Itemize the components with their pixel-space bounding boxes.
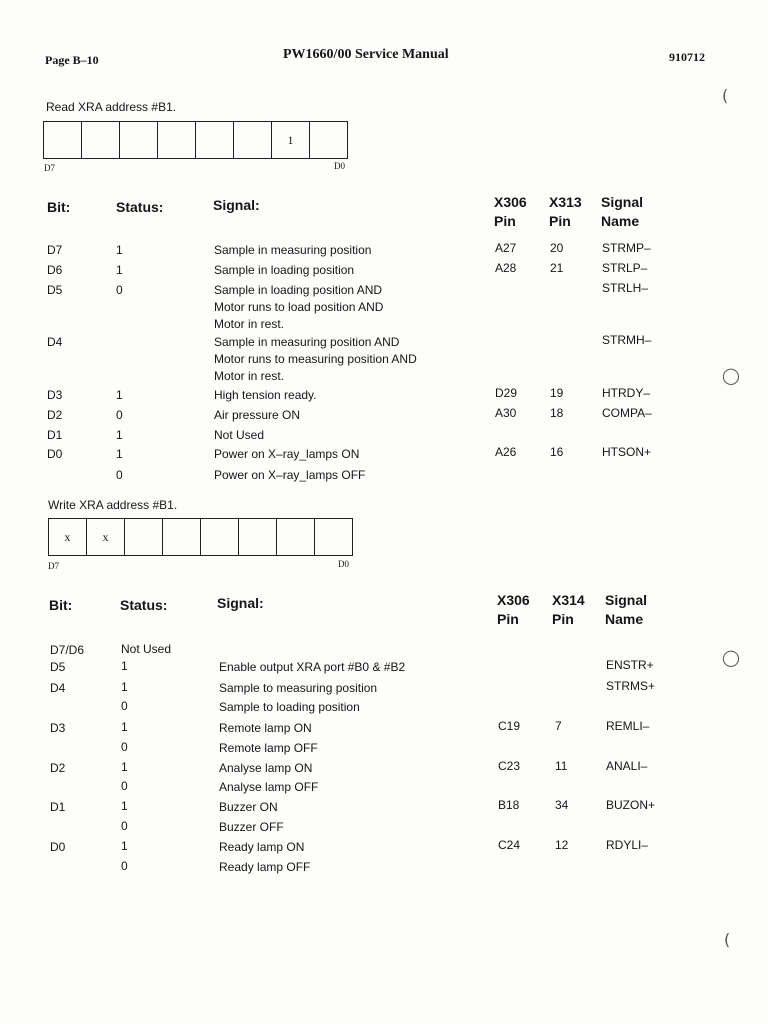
register-bit-box [82, 122, 120, 158]
x313-pin-cell: 18 [550, 406, 564, 420]
signal-cell: Power on X–ray_lamps ON [214, 447, 360, 461]
status-cell: 1 [116, 388, 123, 402]
signal-cell: High tension ready. [214, 388, 317, 402]
x306-pin-cell: D29 [495, 386, 518, 400]
x314-pin-cell: 12 [555, 838, 569, 852]
status-cell: 1 [116, 428, 123, 442]
read-caption: Read XRA address #B1. [46, 100, 177, 114]
x314-pin-cell: 34 [555, 798, 569, 812]
register-bit-box [44, 122, 82, 158]
signal-cell: Sample in loading position [214, 263, 355, 277]
signal-name-cell: STRMH– [602, 333, 652, 347]
register-bit-box [158, 122, 196, 158]
register-bit-box: x [49, 519, 87, 555]
x313-pin-cell: 20 [550, 241, 564, 255]
x306-pin-cell: C23 [498, 759, 521, 773]
bit-cell: D4 [47, 335, 63, 349]
signal-cell: Sample to measuring position [219, 681, 378, 695]
signal-cell: Motor in rest. [214, 317, 285, 331]
x313-pin-cell: 21 [550, 261, 564, 275]
signal-cell: Motor in rest. [214, 369, 285, 383]
signal-cell: Enable output XRA port #B0 & #B2 [219, 660, 406, 674]
column-header-x306-pin: X306 Pin [497, 592, 530, 627]
signal-name-cell: BUZON+ [606, 798, 656, 812]
status-cell: 0 [121, 779, 128, 793]
column-header-signal-name: Signal Name [601, 194, 644, 229]
signal-name-cell: STRLP– [602, 261, 648, 275]
signal-cell: Power on X–ray_lamps OFF [214, 468, 366, 482]
binder-hole-mark: ◯ [722, 648, 740, 667]
bit-cell: D5 [50, 660, 66, 674]
status-cell: 1 [116, 447, 123, 461]
write-register-diagram [48, 518, 353, 556]
signal-cell: Motor runs to measuring position AND [214, 352, 417, 366]
status-cell: 1 [121, 680, 128, 694]
x306-pin-cell: C19 [498, 719, 521, 733]
register-bit-box: 1 [272, 122, 310, 158]
bit-cell: D3 [50, 721, 66, 735]
x314-pin-cell: 11 [555, 759, 568, 773]
column-header-signal: Signal: [213, 197, 260, 213]
register-bit-box: x [87, 519, 125, 555]
bit-cell: D4 [50, 681, 66, 695]
bit-cell: D2 [47, 408, 63, 422]
bit-cell: D0 [47, 447, 63, 461]
signal-cell: Analyse lamp OFF [219, 780, 319, 794]
status-cell: 0 [116, 408, 123, 422]
status-cell: 0 [116, 283, 123, 297]
x306-pin-cell: A27 [495, 241, 517, 255]
bit-cell: D1 [47, 428, 63, 442]
write-caption: Write XRA address #B1. [48, 498, 178, 512]
column-header-signal-name: Signal Name [605, 592, 648, 627]
column-header-signal: Signal: [217, 595, 264, 611]
binder-hole-mark: ( [724, 930, 731, 949]
signal-cell: Sample in loading position AND [214, 283, 383, 297]
x306-pin-cell: A30 [495, 406, 517, 420]
column-header-bit: Bit: [47, 199, 71, 215]
signal-cell: Motor runs to load position AND [214, 300, 384, 314]
signal-cell: Buzzer OFF [219, 820, 284, 834]
x313-pin-cell: 19 [550, 386, 564, 400]
bit-cell: D2 [50, 761, 66, 775]
register-bit-box [239, 519, 277, 555]
signal-cell: Remote lamp ON [219, 721, 312, 735]
x306-pin-cell: A26 [495, 445, 517, 459]
x314-pin-cell: 7 [555, 719, 562, 733]
register-bit-box [120, 122, 158, 158]
status-cell: 1 [121, 839, 128, 853]
x306-pin-cell: B18 [498, 798, 520, 812]
status-cell: 1 [121, 799, 128, 813]
signal-name-cell: STRMS+ [606, 679, 656, 693]
status-cell: 0 [121, 819, 128, 833]
register-lsb-label: D0 [334, 161, 345, 171]
status-cell: 1 [116, 263, 123, 277]
binder-hole-mark: ◯ [722, 366, 740, 385]
signal-cell: Sample in measuring position [214, 243, 372, 257]
x306-pin-cell: C24 [498, 838, 521, 852]
bit-cell: D7 [47, 243, 63, 257]
signal-cell: Not Used [214, 428, 265, 442]
column-header-x313-pin: X313 Pin [549, 194, 582, 229]
page-number: Page B–10 [45, 53, 99, 67]
signal-cell: Ready lamp OFF [219, 860, 311, 874]
signal-name-cell: REMLI– [606, 719, 650, 733]
status-cell: 0 [121, 859, 128, 873]
signal-name-cell: HTSON+ [602, 445, 652, 459]
status-cell: 1 [121, 760, 128, 774]
signal-cell: Remote lamp OFF [219, 741, 318, 755]
register-bit-box [196, 122, 234, 158]
register-bit-box [277, 519, 315, 555]
column-header-status: Status: [120, 597, 168, 613]
page-title: PW1660/00 Service Manual [283, 47, 449, 62]
x313-pin-cell: 16 [550, 445, 564, 459]
signal-name-cell: STRLH– [602, 281, 649, 295]
bit-cell: D3 [47, 388, 63, 402]
bit-cell: D5 [47, 283, 63, 297]
register-bit-box [315, 519, 352, 555]
status-cell: 1 [121, 720, 128, 734]
signal-cell: Analyse lamp ON [219, 761, 313, 775]
x306-pin-cell: A28 [495, 261, 517, 275]
status-cell: 1 [116, 243, 123, 257]
signal-name-cell: ANALI– [606, 759, 648, 773]
status-cell: 0 [116, 468, 123, 482]
column-header-bit: Bit: [49, 597, 73, 613]
bit-cell: D0 [50, 840, 66, 854]
register-lsb-label: D0 [338, 559, 349, 569]
register-bit-box [201, 519, 239, 555]
register-msb-label: D7 [48, 561, 59, 571]
column-header-x314-pin: X314 Pin [552, 592, 585, 627]
document-code: 910712 [669, 50, 705, 64]
signal-cell: Air pressure ON [214, 408, 301, 422]
register-msb-label: D7 [44, 163, 55, 173]
signal-cell: Sample in measuring position AND [214, 335, 400, 349]
column-header-x306-pin: X306 Pin [494, 194, 527, 229]
register-bit-box [310, 122, 347, 158]
signal-name-cell: ENSTR+ [606, 658, 654, 672]
binder-hole-mark: ( [722, 86, 729, 105]
signal-name-cell: STRMP– [602, 241, 651, 255]
register-bit-box [234, 122, 272, 158]
bit-cell: D7/D6 [50, 643, 85, 657]
signal-name-cell: RDYLI– [606, 838, 649, 852]
signal-name-cell: HTRDY– [602, 386, 651, 400]
signal-cell: Sample to loading position [219, 700, 360, 714]
column-header-status: Status: [116, 199, 164, 215]
signal-cell: Ready lamp ON [219, 840, 305, 854]
signal-name-cell: COMPA– [602, 406, 652, 420]
read-register-diagram [43, 121, 348, 159]
register-bit-box [163, 519, 201, 555]
status-cell: 0 [121, 740, 128, 754]
signal-cell: Buzzer ON [219, 800, 278, 814]
bit-cell: D1 [50, 800, 66, 814]
register-bit-box [125, 519, 163, 555]
status-cell: 1 [121, 659, 128, 673]
bit-cell: D6 [47, 263, 63, 277]
status-cell: 0 [121, 699, 128, 713]
status-cell: Not Used [121, 642, 172, 656]
